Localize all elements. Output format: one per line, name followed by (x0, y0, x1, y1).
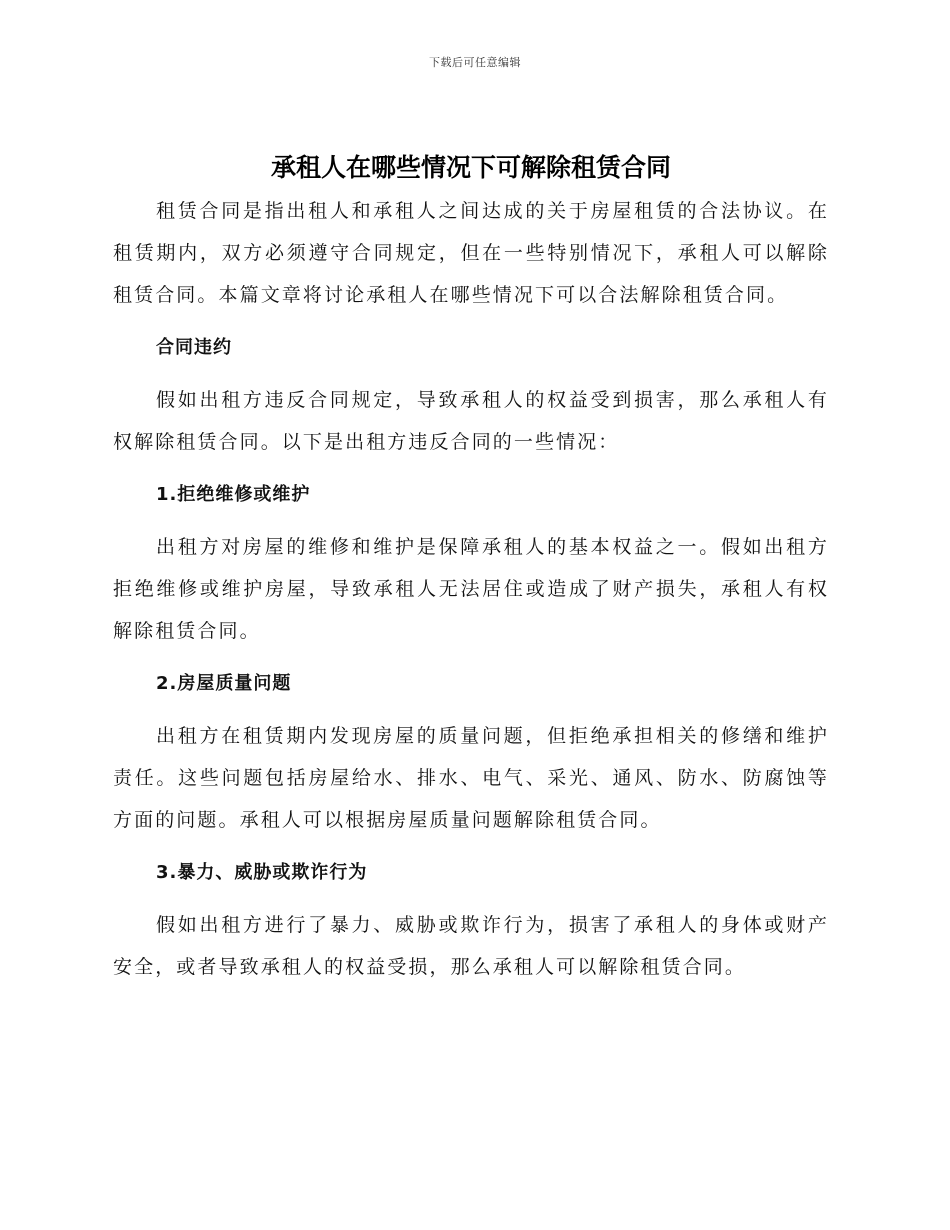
document-body (113, 148, 829, 988)
document-title: 承租人在哪些情况下可解除租赁合同 (270, 153, 671, 182)
section-heading-quality: 2.房屋质量问题 (156, 673, 292, 694)
section-text-breach: 假如出租方违反合同规定，导致承租人的权益受到损害，那么承租人有权解除租赁合同。以下是出租方违反合同的一些情况： (113, 389, 829, 453)
section-text-repair: 出租方对房屋的维修和维护是保障承租人的基本权益之一。假如出租方拒绝维修或维护房屋，导致承租人无法居住或造成了财产损失，承租人有权解除租赁合同。 (113, 536, 829, 642)
section-heading-repair: 1.拒绝维修或维护 (156, 484, 311, 505)
section-heading-violence: 3.暴力、威胁或欺诈行为 (156, 862, 368, 883)
page-header-note: 下载后可任意编辑 (429, 56, 521, 69)
section-heading-breach: 合同违约 (156, 337, 232, 358)
intro-paragraph: 租赁合同是指出租人和承租人之间达成的关于房屋租赁的合法协议。在租赁期内，双方必须遵守合同规定，但在一些特别情况下，承租人可以解除租赁合同。本篇文章将讨论承租人在哪些情况下可以合法解除租赁合同。 (113, 200, 829, 306)
section-text-quality: 出租方在租赁期内发现房屋的质量问题，但拒绝承担相关的修缮和维护责任。这些问题包括房屋给水、排水、电气、采光、通风、防水、防腐蚀等方面的问题。承租人可以根据房屋质量问题解除租赁合同。 (113, 725, 829, 831)
section-text-violence: 假如出租方进行了暴力、威胁或欺诈行为，损害了承租人的身体或财产安全，或者导致承租人的权益受损，那么承租人可以解除租赁合同。 (113, 914, 829, 978)
